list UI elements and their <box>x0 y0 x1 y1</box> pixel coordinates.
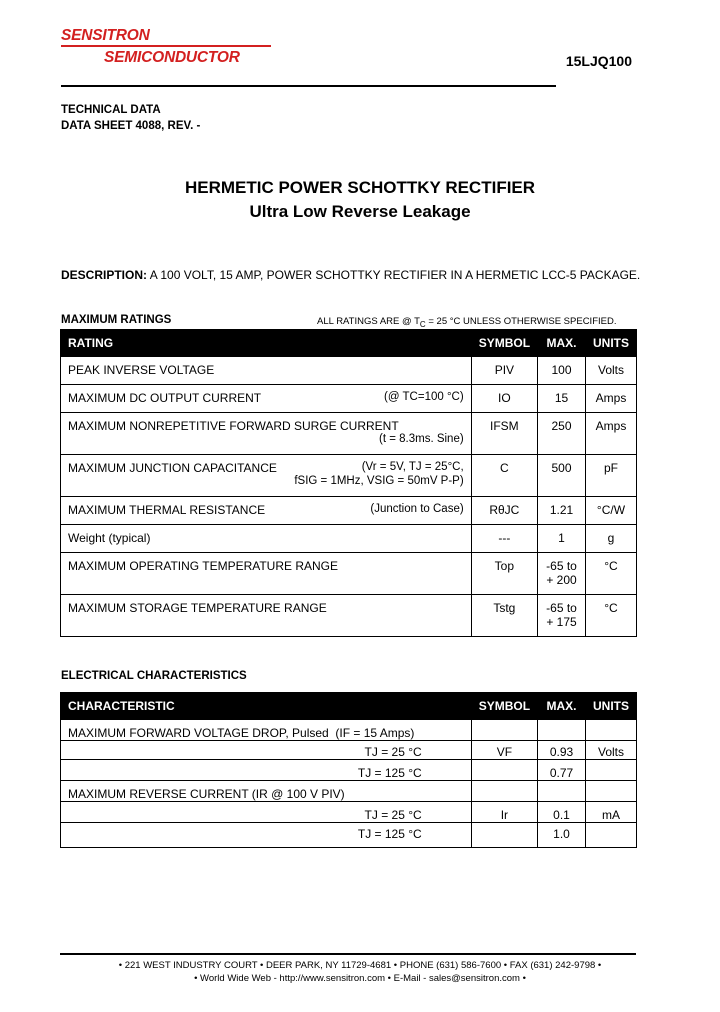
characteristic-cell: TJ = 125 °C <box>61 823 472 848</box>
footer-address: • 221 WEST INDUSTRY COURT • DEER PARK, NY 11729-4681 • PHONE (631) 586-7600 • FAX (631) 242-9798 • <box>118 960 602 971</box>
footer-rule <box>60 953 636 955</box>
max-cell: 1 <box>538 525 586 553</box>
max-cell: 15 <box>538 385 586 413</box>
condition-text-2: fSIG = 1MHz, VSIG = 50mV P-P) <box>294 475 464 487</box>
condition-text: (Junction to Case) <box>370 503 464 515</box>
rating-cell: Weight (typical) <box>61 525 472 553</box>
rating-cell: PEAK INVERSE VOLTAGE <box>61 357 472 385</box>
header-max: MAX. <box>538 330 586 357</box>
max-cell: 1.0 <box>538 823 586 848</box>
max-cell: 500 <box>538 455 586 497</box>
rating-cell: MAXIMUM DC OUTPUT CURRENT (@ TC=100 °C) <box>61 385 472 413</box>
table-row <box>61 497 637 525</box>
symbol-cell: IO <box>471 385 537 413</box>
page-subtitle: Ultra Low Reverse Leakage <box>249 202 471 221</box>
max-cell: 100 <box>538 357 586 385</box>
symbol-cell: Top <box>471 553 537 595</box>
max-cell: -65 to + 200 <box>538 553 586 595</box>
header-rating: RATING <box>61 330 472 357</box>
units-cell: g <box>585 525 636 553</box>
symbol-cell: VF <box>471 741 537 760</box>
max-ratings-note: ALL RATINGS ARE @ $T_C = 25$ °C UNLESS OTHERWISE SPECIFIED. <box>317 316 617 329</box>
footer-contact: • World Wide Web - http://www.sensitron.com • E-Mail - sales@sensitron.com • <box>194 973 526 984</box>
condition-text: (t = 8.3ms. Sine) <box>379 433 464 445</box>
max-ratings-table <box>60 329 637 637</box>
characteristic-cell: TJ = 25 °C <box>61 741 472 760</box>
max-ratings-title: MAXIMUM RATINGS <box>61 314 172 326</box>
units-cell: Volts <box>585 741 636 760</box>
header-characteristic: CHARACTERISTIC <box>61 693 472 720</box>
rating-cell: MAXIMUM THERMAL RESISTANCE (Junction to Case) <box>61 497 472 525</box>
symbol-cell: --- <box>471 525 537 553</box>
table-header-row <box>61 693 637 720</box>
characteristic-cell: MAXIMUM FORWARD VOLTAGE DROP, Pulsed (IF = 15 Amps) <box>61 720 472 741</box>
table-row <box>61 385 637 413</box>
condition-text: (IF = 15 Amps) <box>335 726 415 740</box>
units-cell: Amps <box>585 413 636 455</box>
symbol-cell: RθJC <box>471 497 537 525</box>
table-row <box>61 413 637 455</box>
units-cell: Amps <box>585 385 636 413</box>
table-row <box>61 760 637 781</box>
max-cell: 250 <box>538 413 586 455</box>
units-cell: Volts <box>585 357 636 385</box>
page-title: HERMETIC POWER SCHOTTKY RECTIFIER <box>184 178 536 197</box>
brand-underline <box>61 45 271 47</box>
brand-name-line1: SENSITRON <box>61 27 150 44</box>
rating-cell: MAXIMUM STORAGE TEMPERATURE RANGE <box>61 595 472 637</box>
datasheet-number: DATA SHEET 4088, REV. - <box>61 120 201 132</box>
description-label: DESCRIPTION: <box>61 268 148 282</box>
part-number: 15LJQ100 <box>565 53 632 69</box>
description <box>61 268 640 282</box>
rating-cell: MAXIMUM OPERATING TEMPERATURE RANGE <box>61 553 472 595</box>
electrical-table <box>60 692 637 848</box>
header-units: UNITS <box>585 330 636 357</box>
table-row <box>61 595 637 637</box>
symbol-cell: Tstg <box>471 595 537 637</box>
units-cell: pF <box>585 455 636 497</box>
description-text: A 100 VOLT, 15 AMP, POWER SCHOTTKY RECTIFIER IN A HERMETIC LCC-5 PACKAGE. <box>149 268 641 282</box>
rating-cell: MAXIMUM NONREPETITIVE FORWARD SURGE CURRENT (t = 8.3ms. Sine) <box>61 413 472 455</box>
table-row <box>61 781 637 802</box>
characteristic-cell: MAXIMUM REVERSE CURRENT (IR @ 100 V PIV) <box>61 781 472 802</box>
characteristic-cell: TJ = 125 °C <box>61 760 472 781</box>
header-rule <box>61 85 556 87</box>
table-row <box>61 741 637 760</box>
units-cell: °C/W <box>585 497 636 525</box>
max-cell: -65 to + 175 <box>538 595 586 637</box>
symbol-cell: Ir <box>471 802 537 823</box>
units-cell: °C <box>585 595 636 637</box>
table-row <box>61 525 637 553</box>
condition-text: (Vr = 5V, TJ = 25°C, <box>361 461 464 473</box>
header-units: UNITS <box>585 693 636 720</box>
rating-cell: MAXIMUM JUNCTION CAPACITANCE (Vr = 5V, TJ = 25°C, fSIG = 1MHz, VSIG = 50mV P-P) <box>61 455 472 497</box>
technical-data-label: TECHNICAL DATA <box>61 104 161 116</box>
max-cell: 0.77 <box>538 760 586 781</box>
table-row <box>61 553 637 595</box>
header-symbol: SYMBOL <box>471 693 537 720</box>
table-row <box>61 720 637 741</box>
header-max: MAX. <box>538 693 586 720</box>
units-cell: mA <box>585 802 636 823</box>
max-cell: 0.93 <box>538 741 586 760</box>
table-row <box>61 455 637 497</box>
condition-text: (@ TC=100 °C) <box>384 391 464 403</box>
symbol-cell: IFSM <box>471 413 537 455</box>
technical-data-block <box>61 102 200 134</box>
max-cell: 1.21 <box>538 497 586 525</box>
symbol-cell: PIV <box>471 357 537 385</box>
max-cell: 0.1 <box>538 802 586 823</box>
units-cell: °C <box>585 553 636 595</box>
header-symbol: SYMBOL <box>471 330 537 357</box>
characteristic-cell: TJ = 25 °C <box>61 802 472 823</box>
brand-name-line2: SEMICONDUCTOR <box>104 49 240 66</box>
symbol-cell: C <box>471 455 537 497</box>
table-header-row <box>61 330 637 357</box>
electrical-title: ELECTRICAL CHARACTERISTICS <box>61 670 247 682</box>
table-row <box>61 802 637 823</box>
table-row <box>61 357 637 385</box>
table-row <box>61 823 637 848</box>
